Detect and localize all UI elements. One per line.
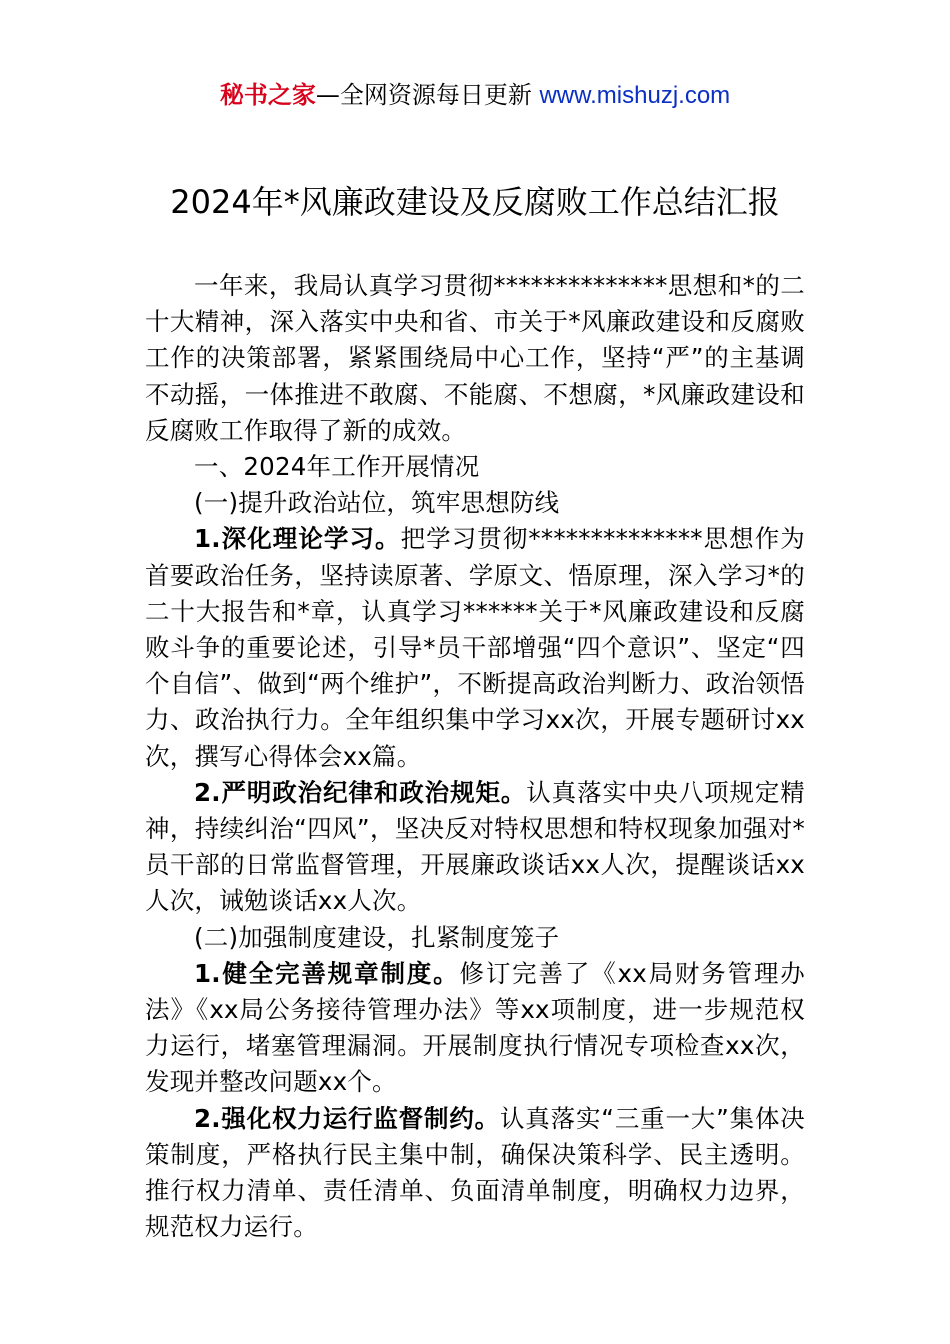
item-text-2-2: 认真落实“三重一大”集体决策制度，严格执行民主集中制，确保决策科学、民主透明。推行权力清单、责任清单、负面清单制度，明确权力边界，规范权力运行。 (145, 1103, 805, 1242)
document-body (145, 268, 805, 1245)
site-header (0, 78, 950, 113)
item-paragraph-1-2 (145, 775, 805, 920)
item-paragraph-1-1 (145, 521, 805, 774)
item-title-2-1: 1.健全完善规章制度。 (194, 958, 460, 988)
item-text-2-1: 修订完善了《xx局财务管理办法》《xx局公务接待管理办法》等xx项制度，进一步规范权力运行，堵塞管理漏洞。开展制度执行情况专项检查xx次，发现并整改问题xx个。 (145, 958, 805, 1097)
item-title-1-2: 2.严明政治纪律和政治规矩。 (194, 777, 527, 807)
document-title: 2024年*风廉政建设及反腐败工作总结汇报 (170, 183, 780, 221)
item-title-1-1: 1.深化理论学习。 (194, 524, 401, 554)
item-text-1-1: 把学习贯彻**************思想作为首要政治任务，坚持读原著、学原文、悟原理，深入学习*的二十大报告和*章，认真学习******关于*风廉政建设和反腐败斗争的重要论述，引导*员干部增强“四个意识”、坚定“四个自信”、做到“两个维护”，不断提高政治判断力、政治领悟力、政治执行力。全年组织集中学习xx次，开展专题研讨xx次，撰写心得体会xx篇。 (145, 524, 805, 771)
subsection-heading-1: (一)提升政治站位，筑牢思想防线 (194, 488, 560, 518)
subsection-heading-2: (二)加强制度建设，扎紧制度笼子 (194, 922, 560, 952)
item-paragraph-2-1 (145, 956, 805, 1101)
site-tagline: —全网资源每日更新 (315, 81, 540, 109)
item-paragraph-2-2 (145, 1101, 805, 1246)
section-heading-1: 一、2024年工作开展情况 (194, 452, 480, 482)
item-title-2-2: 2.强化权力运行监督制约。 (194, 1103, 500, 1133)
item-text-1-2: 认真落实中央八项规定精神，持续纠治“四风”，坚决反对特权思想和特权现象加强对*员干部的日常监督管理，开展廉政谈话xx人次，提醒谈话xx人次，诫勉谈话xx人次。 (145, 777, 805, 916)
intro-paragraph: 一年来，我局认真学习贯彻**************思想和*的二十大精神，深入落实中央和省、市关于*风廉政建设和反腐败工作的决策部署，紧紧围绕局中心工作，坚持“严”的主基调不动摇，一体推进不敢腐、不能腐、不想腐，*风廉政建设和反腐败工作取得了新的成效。 (145, 271, 805, 445)
site-url-link[interactable]: www.mishuzj.com (539, 82, 731, 109)
site-brand: 秘书之家 (219, 81, 316, 109)
